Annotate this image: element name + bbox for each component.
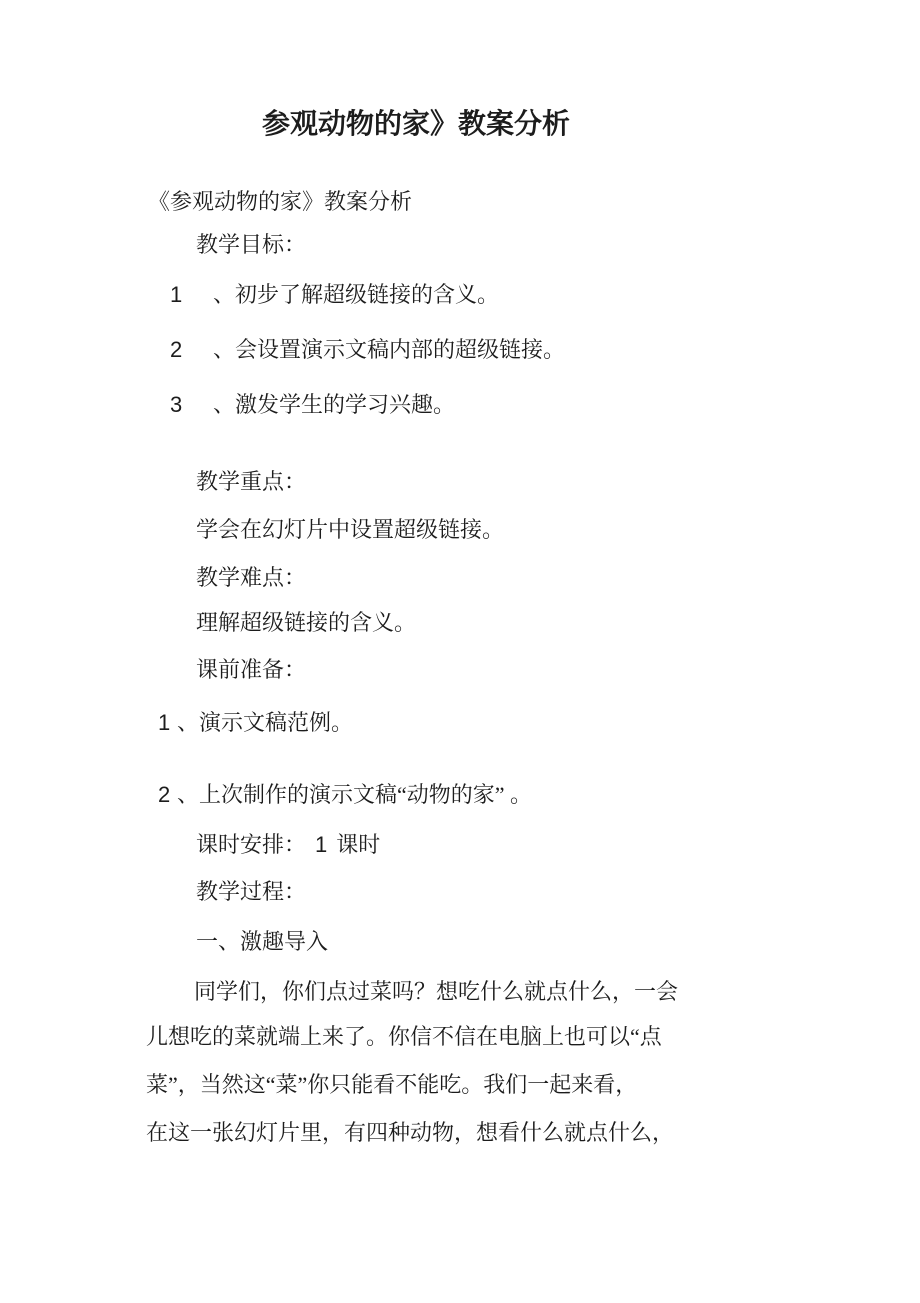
- list-item-number: 2: [158, 782, 171, 807]
- difficult-point-text: 理解超级链接的含义。: [196, 610, 417, 635]
- goal-list-item: [170, 278, 499, 312]
- section-label-difficult-point: 教学难点：: [196, 565, 307, 590]
- goal-list-item: [170, 333, 565, 367]
- document-subtitle: 《参观动物的家》教案分析: [148, 189, 413, 214]
- preparation-list-item: [158, 778, 532, 812]
- paragraph-line: 儿想吃的菜就端上来了。你信不信在电脑上也可以“点: [146, 1024, 662, 1049]
- schedule-number: 1: [315, 832, 328, 857]
- list-item-number: 2: [170, 337, 183, 362]
- schedule-line: [196, 828, 380, 862]
- paragraph-line: 在这一张幻灯片里，有四种动物，想看什么就点什么，: [146, 1120, 675, 1145]
- paragraph-line: 同学们，你们点过菜吗？想吃什么就点什么，一会: [194, 979, 679, 1004]
- key-point-text: 学会在幻灯片中设置超级链接。: [196, 517, 505, 542]
- goal-list-item: [170, 388, 455, 422]
- list-item-text: 、演示文稿范例。: [177, 710, 354, 735]
- list-item-text: 、初步了解超级链接的含义。: [213, 282, 500, 307]
- section-label-key-point: 教学重点：: [196, 469, 307, 494]
- schedule-label: 课时安排：: [196, 832, 307, 857]
- section-label-teaching-goals: 教学目标：: [196, 232, 307, 257]
- list-item-number: 1: [158, 710, 171, 735]
- section-label-teaching-process: 教学过程：: [196, 879, 307, 904]
- list-item-text: 、会设置演示文稿内部的超级链接。: [213, 337, 566, 362]
- process-step-heading: 一、激趣导入: [196, 929, 329, 954]
- section-label-preparation: 课前准备：: [196, 657, 307, 682]
- paragraph-line: 菜”，当然这“菜”你只能看不能吃。我们一起来看，: [146, 1072, 638, 1097]
- list-item-number: 3: [170, 392, 183, 417]
- preparation-list-item: [158, 706, 353, 740]
- schedule-unit: 课时: [336, 832, 381, 857]
- list-item-text: 、上次制作的演示文稿“动物的家” 。: [177, 782, 533, 807]
- list-item-text: 、激发学生的学习兴趣。: [213, 392, 456, 417]
- document-title: 参观动物的家》教案分析: [261, 109, 570, 140]
- list-item-number: 1: [170, 282, 183, 307]
